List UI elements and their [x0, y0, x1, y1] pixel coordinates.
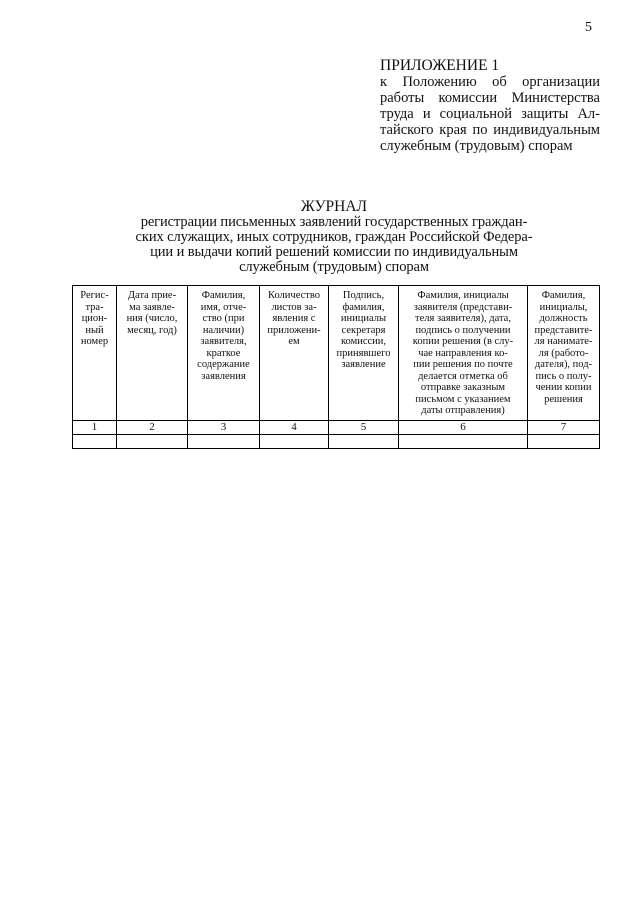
header-applicant-name: Фамилия, имя, отче- ство (при наличии) заявителя, краткое содержание заявления — [188, 286, 260, 421]
appendix-text: к Положению об организации работы комиссии Министерства труда и социальной защиты Алтайского края по индивидуальным служебным (трудовым) спорам — [380, 74, 600, 154]
column-number: 2 — [117, 420, 188, 434]
table-header-row — [73, 286, 600, 421]
journal-heading — [110, 198, 558, 275]
header-applicant-receipt: Фамилия, инициалы заявителя (представи- теля заявителя), дата, подпись о получении копии решения (в слу- чае направления ко- пии решения по почте делается отметка об отправке заказным письмом с указанием даты отправления) — [399, 286, 528, 421]
column-number: 5 — [329, 420, 399, 434]
header-receipt-date: Дата прие- ма заявле- ния (число, месяц, год) — [117, 286, 188, 421]
table-cell — [188, 434, 260, 448]
column-number: 1 — [73, 420, 117, 434]
column-number: 4 — [260, 420, 329, 434]
header-employer-representative: Фамилия, инициалы, должность представите- ля нанимате- ля (работо- дателя), под- пись о полу- чении копии решения — [528, 286, 600, 421]
table-row — [73, 434, 600, 448]
table-cell — [329, 434, 399, 448]
table-cell — [399, 434, 528, 448]
journal-subtitle: регистрации письменных заявлений государственных граждан- ских служащих, иных сотрудников, граждан Российской Федера- ции и выдачи копий решений комиссии по индивидуальным служебным (трудовым) спорам — [135, 214, 533, 275]
table-number-row — [73, 420, 600, 434]
journal-title: ЖУРНАЛ — [300, 198, 368, 215]
column-number: 3 — [188, 420, 260, 434]
table-cell — [528, 434, 600, 448]
header-registration-number: Регис- тра- цион- ный номер — [73, 286, 117, 421]
column-number: 6 — [399, 420, 528, 434]
page-number: 5 — [585, 20, 592, 35]
appendix-block — [380, 58, 600, 154]
table-cell — [73, 434, 117, 448]
appendix-title: ПРИЛОЖЕНИЕ 1 — [380, 57, 500, 74]
table-cell — [117, 434, 188, 448]
register-table — [72, 285, 600, 449]
table-cell — [260, 434, 329, 448]
header-secretary-signature: Подпись, фамилия, инициалы секретаря комиссии, принявшего заявление — [329, 286, 399, 421]
header-sheet-count: Количество листов за- явления с приложени- ем — [260, 286, 329, 421]
column-number: 7 — [528, 420, 600, 434]
